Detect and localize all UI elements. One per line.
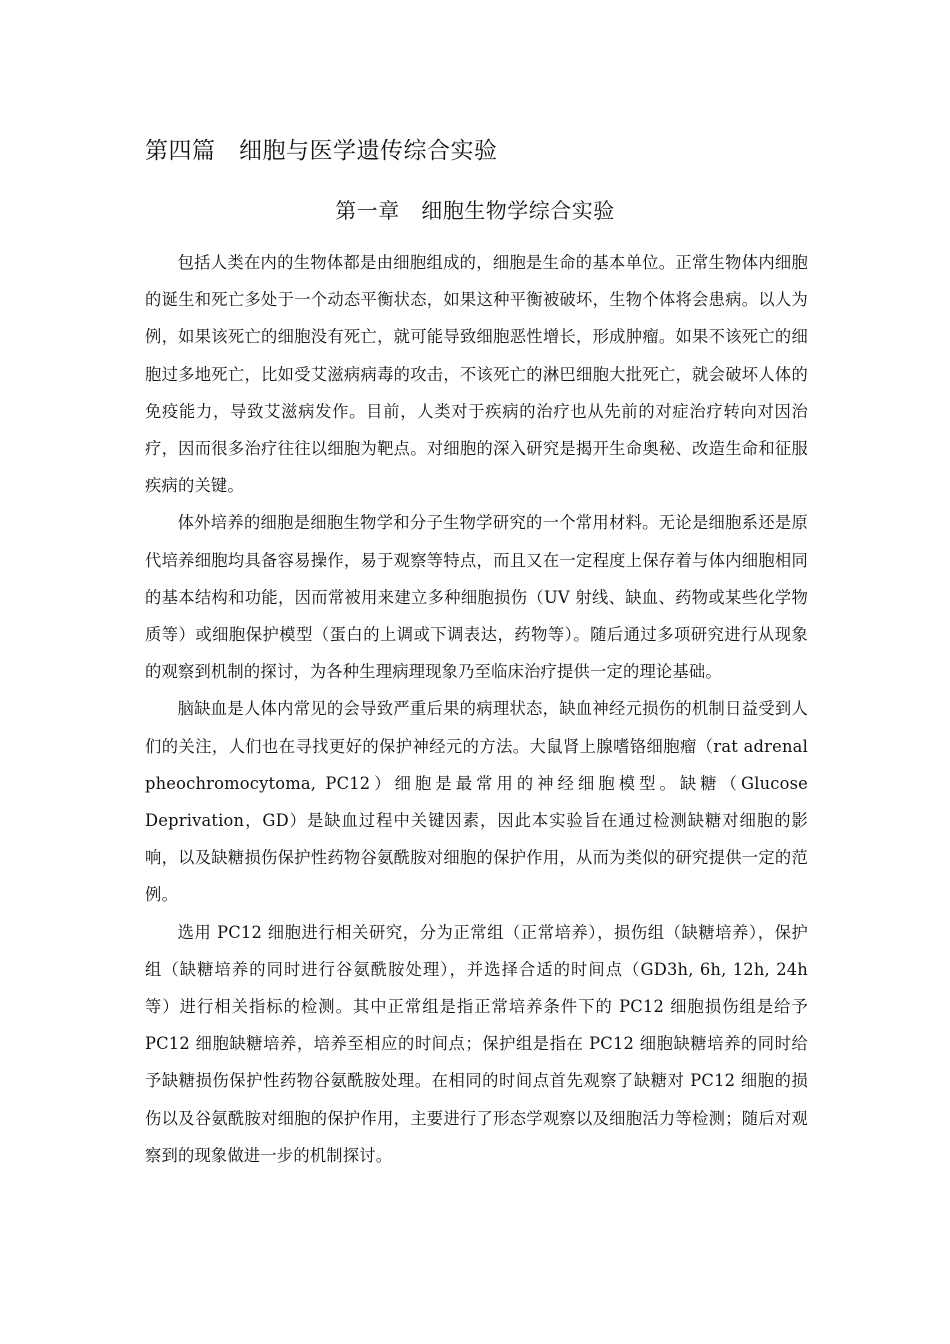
paragraph-cell-basics: 包括人类在内的生物体都是由细胞组成的，细胞是生命的基本单位。正常生物体内细胞的诞生和死亡多处于一个动态平衡状态，如果这种平衡被破坏，生物个体将会患病。以人为例，如果该死亡的细胞没有死亡，就可能导致细胞恶性增长，形成肿瘤。如果不该死亡的细胞过多地死亡，比如受艾滋病病毒的攻击，不该死亡的淋巴细胞大批死亡，就会破坏人体的免疫能力，导致艾滋病发作。目前，人类对于疾病的治疗也从先前的对症治疗转向对因治疗，因而很多治疗往往以细胞为靶点。对细胞的深入研究是揭开生命奥秘、改造生命和征服疾病的关键。 (145, 253, 808, 496)
paragraph-cerebral-ischemia: 脑缺血是人体内常见的会导致严重后果的病理状态，缺血神经元损伤的机制日益受到人们的关注，人们也在寻找更好的保护神经元的方法。大鼠肾上腺嗜铬细胞瘤（rat adrenal pheochromocytoma, PC12）细胞是最常用的神经细胞模型。缺糖（Glucose Deprivation，GD）是缺血过程中关键因素，因此本实验旨在通过检测缺糖对细胞的影响，以及缺糖损伤保护性药物谷氨酰胺对细胞的保护作用，从而为类似的研究提供一定的范例。 (145, 699, 808, 905)
body-text (145, 244, 808, 1174)
paragraph-experiment-design: 选用 PC12 细胞进行相关研究，分为正常组（正常培养），损伤组（缺糖培养），保护组（缺糖培养的同时进行谷氨酰胺处理），并选择合适的时间点（GD3h, 6h, 12h, 24h 等）进行相关指标的检测。其中正常组是指正常培养条件下的 PC12 细胞损伤组是给予 PC12 细胞缺糖培养，培养至相应的时间点；保护组是指在 PC12 细胞缺糖培养的同时给予缺糖损伤保护性药物谷氨酰胺处理。在相同的时间点首先观察了缺糖对 PC12 细胞的损伤以及谷氨酰胺对细胞的保护作用，主要进行了形态学观察以及细胞活力等检测；随后对观察到的现象做进一步的机制探讨。 (145, 922, 808, 1165)
chapter-title: 第一章 细胞生物学综合实验 (335, 199, 615, 223)
part-title: 第四篇 细胞与医学遗传综合实验 (145, 138, 498, 164)
paragraph-cultured-cells: 体外培养的细胞是细胞生物学和分子生物学研究的一个常用材料。无论是细胞系还是原代培养细胞均具备容易操作，易于观察等特点，而且又在一定程度上保存着与体内细胞相同的基本结构和功能，因而常被用来建立多种细胞损伤（UV 射线、缺血、药物或某些化学物质等）或细胞保护模型（蛋白的上调或下调表达，药物等）。随后通过多项研究进行从现象的观察到机制的探讨，为各种生理病理现象乃至临床治疗提供一定的理论基础。 (145, 513, 808, 682)
